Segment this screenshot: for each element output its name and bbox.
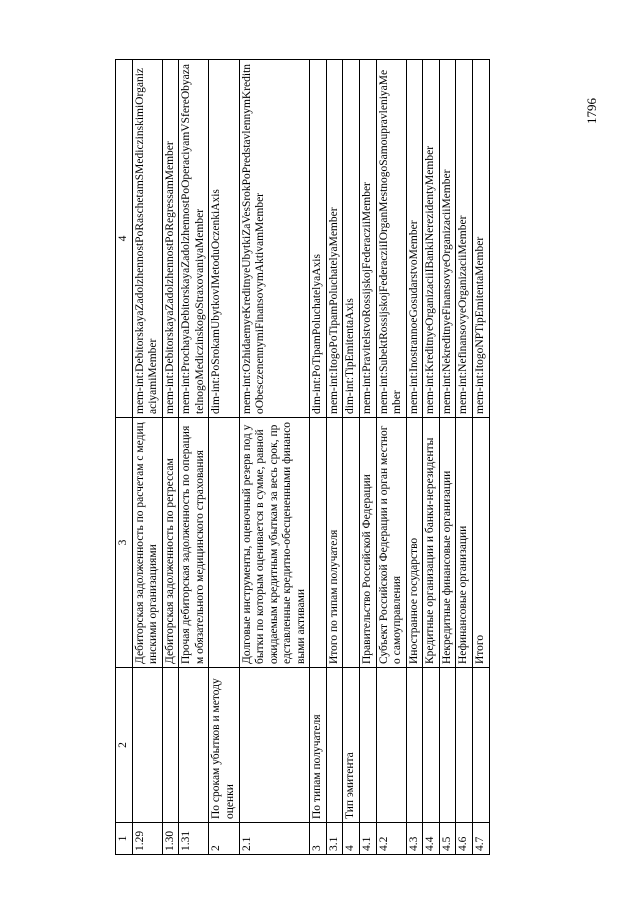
cell-num: 2 <box>209 823 239 855</box>
cell-name: По типам получателя <box>310 668 327 823</box>
data-table <box>115 59 490 855</box>
table-row <box>326 60 343 855</box>
header-col-4: 4 <box>116 60 133 418</box>
cell-name <box>162 668 179 823</box>
header-col-2: 2 <box>116 668 133 823</box>
cell-code: dim-int:PoSrokamUbytkovIMetoduOczenkiAxis <box>209 60 239 418</box>
cell-code: mem-int:InostrannoeGosudarstvoMember <box>406 60 423 418</box>
cell-desc: Дебиторская задолженность по регрессам <box>162 418 179 668</box>
cell-num: 4.6 <box>456 823 473 855</box>
cell-num: 4.3 <box>406 823 423 855</box>
table-frame <box>115 60 530 855</box>
cell-num: 1.29 <box>132 823 162 855</box>
table-row <box>472 60 489 855</box>
table-row <box>179 60 209 855</box>
cell-name <box>406 668 423 823</box>
cell-name <box>456 668 473 823</box>
cell-name: Тип эмитента <box>343 668 360 823</box>
table-row <box>360 60 377 855</box>
cell-desc <box>209 418 239 668</box>
cell-code: mem-int:DebitorskayaZadolzhennostPoRegressamMember <box>162 60 179 418</box>
table-body <box>132 60 489 855</box>
cell-code: mem-int:OzhidaemyeKreditnyeUbytkiZaVesSrokPoPredstavlennymKreditnoObesczenennymiFinansovymAktivamMember <box>239 60 310 418</box>
cell-name <box>439 668 456 823</box>
cell-desc: Долговые инструменты, оценочный резерв под убытки по которым оценивается в сумме, равной ожидаемым кредитным убыткам за весь срок, представленные кредитно-обесцененными финансовыми активами <box>239 418 310 668</box>
cell-name <box>326 668 343 823</box>
cell-name <box>472 668 489 823</box>
table-row <box>310 60 327 855</box>
cell-code: mem-int:SubektRossijskojFederacziiIOrganMestnogoSamoupravleniyaMember <box>376 60 406 418</box>
cell-name: По срокам убытков и методу оценки <box>209 668 239 823</box>
cell-desc: Итого по типам получателя <box>326 418 343 668</box>
cell-name <box>423 668 440 823</box>
table-row <box>209 60 239 855</box>
cell-desc: Прочая дебиторская задолженность по операциям обязательного медицинского страхования <box>179 418 209 668</box>
cell-code: dim-int:PoTipamPoluchatelyaAxis <box>310 60 327 418</box>
cell-code: mem-int:PravitelstvoRossijskojFederacziiMember <box>360 60 377 418</box>
cell-num: 4.4 <box>423 823 440 855</box>
cell-name <box>239 668 310 823</box>
cell-num: 4.2 <box>376 823 406 855</box>
table-header-row <box>116 60 133 855</box>
table-row <box>423 60 440 855</box>
cell-desc <box>343 418 360 668</box>
cell-desc: Итого <box>472 418 489 668</box>
cell-num: 4.5 <box>439 823 456 855</box>
cell-num: 1.30 <box>162 823 179 855</box>
cell-num: 4 <box>343 823 360 855</box>
cell-desc: Иностранное государство <box>406 418 423 668</box>
cell-num: 4.1 <box>360 823 377 855</box>
cell-name <box>179 668 209 823</box>
cell-code: mem-int:ItogoPoTipamPoluchatelyaMember <box>326 60 343 418</box>
cell-code: mem-int:ProchayaDebitorskayaZadolzhennostPoOperaciyamVSfereObyazatelnogoMediczinskogoStraxovaniyaMember <box>179 60 209 418</box>
cell-desc: Субъект Российской Федерации и орган местного самоуправления <box>376 418 406 668</box>
cell-code: mem-int:KreditnyeOrganizaciiIBankiNerezidentyMember <box>423 60 440 418</box>
cell-desc: Правительство Российской Федерации <box>360 418 377 668</box>
cell-code: mem-int:NekreditnyeFinansovyeOrganizaciiMember <box>439 60 456 418</box>
cell-code: dim-int:TipEmitentaAxis <box>343 60 360 418</box>
table-row <box>456 60 473 855</box>
cell-code: mem-int:NefinansovyeOrganizaciiMember <box>456 60 473 418</box>
page-number: 1796 <box>584 98 599 124</box>
header-col-1: 1 <box>116 823 133 855</box>
table-row <box>132 60 162 855</box>
cell-name <box>132 668 162 823</box>
cell-desc: Дебиторская задолженность по расчетам с медицинскими организациями <box>132 418 162 668</box>
cell-desc: Нефинансовые организации <box>456 418 473 668</box>
header-col-3: 3 <box>116 418 133 668</box>
cell-name <box>360 668 377 823</box>
cell-name <box>376 668 406 823</box>
table-row <box>406 60 423 855</box>
cell-desc: Кредитные организации и банки-нерезиденты <box>423 418 440 668</box>
table-row <box>239 60 310 855</box>
rotated-table-container <box>115 60 530 855</box>
cell-num: 2.1 <box>239 823 310 855</box>
table-row <box>162 60 179 855</box>
cell-code: mem-int:DebitorskayaZadolzhennostPoRaschetamSMediczinskimiOrganizaciyamiMember <box>132 60 162 418</box>
cell-num: 1.31 <box>179 823 209 855</box>
cell-num: 3.1 <box>326 823 343 855</box>
table-row <box>439 60 456 855</box>
cell-desc <box>310 418 327 668</box>
cell-num: 4.7 <box>472 823 489 855</box>
cell-desc: Некредитные финансовые организации <box>439 418 456 668</box>
table-row <box>343 60 360 855</box>
table-row <box>376 60 406 855</box>
cell-code: mem-int:ItogoNPTipEmitentaMember <box>472 60 489 418</box>
cell-num: 3 <box>310 823 327 855</box>
